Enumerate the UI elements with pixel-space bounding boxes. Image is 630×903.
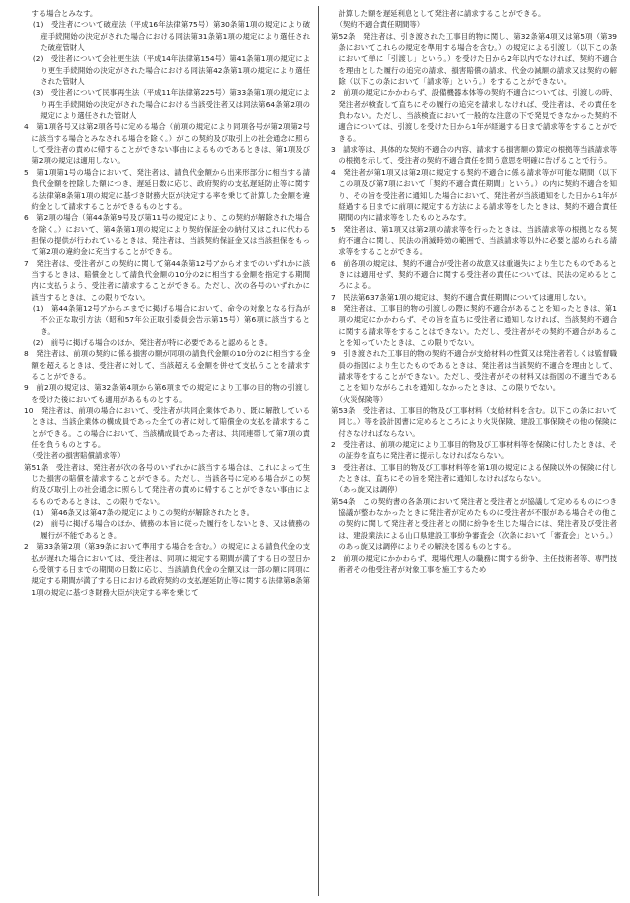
- clause-paragraph: 2 前項の規定にかかわらず、現場代理人の職務に関する紛争、主任技術者等、専門技術者その他受注者が対象工事を施工するため: [331, 553, 617, 574]
- clause-paragraph: 2 第33条第2項（第39条において準用する場合を含む。）の規定による請負代金の支払が遅れた場合においては、受注者は、同項に規定する期間が満了する日の翌日から受領する日までの期間の日数に応じ、当該請負代金の全額又は一部の額に同項に規定する期間が満了する日における政府契約の支払遅延防止等に関する法律第8条第1項の規定に基づき財務大臣が決定する率を乗じて: [24, 542, 310, 597]
- clause-paragraph: 2 受注者は、前項の規定により工事目的物及び工事材料等を保険に付したときは、その証券を直ちに発注者に提示しなければならない。: [331, 440, 617, 461]
- clause-paragraph: 7 発注者は、受注者がこの契約に関して第44条第12号アからオまでのいずれかに該当するときは、賠償金として請負代金額の10分の2に相当する金額を指定する期間内に支払うよう、受注者に請求することができる。ただし、次の各号のいずれかに該当するときは、この限りでない。: [24, 258, 310, 302]
- continuation-text: 計算した額を遅延利息として発注者に請求することができる。: [338, 9, 546, 18]
- list-item: (1) 第44条第12号アからエまでに掲げる場合において、命令の対象となる行為が不公正な取引方法（昭和57年公正取引委員会告示第15号）第6項に該当するとき。: [32, 303, 310, 336]
- clause-paragraph: 第51条 受注者は、発注者が次の各号のいずれかに該当する場合は、これによって生じた損害の賠償を請求することができる。ただし、当該各号に定める場合がこの契約及び取引上の社会通念に照らして発注者の責めに帰することができない事由によるものであるときは、この限りでない。: [24, 462, 310, 506]
- section-heading: （あっ旋又は調停）: [335, 485, 402, 495]
- clause-paragraph: 8 発注者は、前項の契約に係る損害の額が同項の請負代金額の10分の2に相当する金額を超えるときは、受注者に対して、当該超える金額を併せて支払うことを請求することができる。: [24, 349, 310, 381]
- clause-paragraph: 6 前各項の規定は、契約不適合が受注者の故意又は重過失により生じたものであるときには適用せず、契約不適合に関する受注者の責任については、民法の定めるところによる。: [331, 258, 617, 291]
- clause-paragraph: 10 発注者は、前項の場合において、受注者が共同企業体であり、既に解散しているときは、当該企業体の構成員であった全ての者に対して賠償金の支払を請求することができる。この場合において、当該構成員であった者は、共同連帯して第7項の責任を負うものとする。: [24, 406, 310, 450]
- clause-paragraph: 5 第1項第1号の場合において、発注者は、請負代金額から出来形部分に相当する請負代金額を控除した額につき、遅延日数に応じ、政府契約の支払遅延防止等に関する法律第8条第1項の規定に基づき財務大臣が決定する率を乗じて計算した金額を違約金として請求することができるものとする。: [24, 167, 310, 211]
- clause-paragraph: 4 発注者が第1項又は第2項に規定する契約不適合に係る請求等が可能な期間（以下この項及び第7項において「契約不適合責任期間」という。）の内に契約不適合を知り、その旨を受注者に通知した場合において、発注者が当該通知をした日から1年が経過する日までに前項に規定する方法による請求等をしたときは、契約不適合責任期間の内に請求等をしたものとみなす。: [331, 167, 617, 223]
- clause-paragraph: 3 受注者は、工事目的物及び工事材料等を第1項の規定による保険以外の保険に付したときは、直ちにその旨を発注者に通知しなければならない。: [331, 462, 617, 484]
- clause-paragraph: 第54条 この契約書の各条項において発注者と受注者とが協議して定めるものにつき協議が整わなかったときに発注者が定めたものに受注者が不服がある場合その他この契約に関して発注者と受注者との間に紛争を生じた場合には、発注者及び受注者は、建設業法による山口県建設工事紛争審査会（次条において「審査会」という。）のあっ旋又は調停によりその解決を図るものとする。: [331, 496, 617, 552]
- section-heading: （火災保険等）: [335, 394, 388, 404]
- clause-paragraph: 3 請求等は、具体的な契約不適合の内容、請求する損害額の算定の根拠等当該請求等の根拠を示して、受注者の契約不適合責任を問う意思を明確に告げることで行う。: [331, 145, 617, 166]
- list-item: (1) 受注者について破産法（平成16年法律第75号）第30条第1項の規定により破産手続開始の決定がされた場合における同法第31条第1項の規定により選任された破産管財人: [32, 20, 310, 53]
- list-item: (3) 受注者について民事再生法（平成11年法律第225号）第33条第1項の規定により再生手続開始の決定がされた場合における当該受注者又は同法第64条第2項の規定により選任された管財人: [32, 88, 310, 121]
- right-column: [331, 8, 617, 894]
- list-item: (1) 第46条又は第47条の規定によりこの契約が解除されたとき。: [32, 508, 255, 518]
- clause-paragraph: 6 第2項の場合（第44条第9号及び第11号の規定により、この契約が解除された場合を除く。）において、第4条第1項の規定により契約保証金の納付又はこれに代わる担保の提供が行われているときは、発注者は、当該契約保証金又は当該担保をもって第2項の違約金に充当することができる。: [24, 213, 310, 257]
- clause-paragraph: 第52条 発注者は、引き渡された工事目的物に関し、第32条第4項又は第5項（第39条においてこれらの規定を準用する場合を含む。）の規定による引渡し（以下この条において単に「引渡し」という。）を受けた日から2年以内でなければ、契約不適合を理由とした履行の追完の請求、損害賠償の請求、代金の減額の請求又は契約の解除（以下この条において「請求等」という。）をすることができない。: [331, 31, 617, 87]
- clause-paragraph: 第53条 受注者は、工事目的物及び工事材料（支給材料を含む。以下この条において同じ。）等を設計図書に定めるところにより火災保険、建設工事保険その他の保険に付さなければならない。: [331, 406, 617, 438]
- clause-paragraph: 5 発注者は、第1項又は第2項の請求等を行ったときは、当該請求等の根拠となる契約不適合に関し、民法の消滅時効の範囲で、当該請求等以外に必要と認められる請求等をすることができる。: [331, 224, 617, 257]
- clause-paragraph: 7 民法第637条第1項の規定は、契約不適合責任期間については適用しない。: [331, 292, 591, 302]
- column-divider: [318, 6, 319, 896]
- section-heading: （契約不適合責任期間等）: [335, 20, 425, 30]
- left-column: [24, 8, 310, 894]
- section-heading: （受注者の損害賠償請求等）: [28, 451, 125, 461]
- list-item: (2) 前号に掲げる場合のほか、発注者が特に必要であると認めるとき。: [32, 337, 273, 347]
- continuation-text: する場合とみなす。: [31, 9, 98, 18]
- clause-paragraph: 9 前2項の規定は、第32条第4項から第6項までの規定により工事の目的物の引渡しを受けた後においても適用があるものとする。: [24, 383, 310, 404]
- clause-paragraph: 9 引き渡された工事目的物の契約不適合が支給材料の性質又は発注者若しくは監督職員の指図により生じたものであるときは、発注者は当該契約不適合を理由として、請求等をすることができない。ただし、受注者がその材料又は指図の不適当であることを知りながらこれを通知しなかったときは、この限りでない。: [331, 349, 617, 393]
- clause-paragraph: 4 第1項各号又は第2項各号に定める場合（前項の規定により同項各号が第2項第2号に該当する場合とみなされる場合を除く。）がこの契約及び取引上の社会通念に照らして受注者の責めに帰することができない事由によるものであるときは、第1項及び第2項の規定は適用しない。: [24, 122, 310, 166]
- clause-paragraph: 2 前項の規定にかかわらず、設備機器本体等の契約不適合については、引渡しの時、発注者が検査して直ちにその履行の追完を請求しなければ、受注者は、その責任を負わない。ただし、当該検査において一般的な注意の下で発見できなかった契約不適合については、引渡しを受けた日から1年が経過する日まで請求等をすることができる。: [331, 88, 617, 143]
- clause-paragraph: 8 発注者は、工事目的物の引渡しの際に契約不適合があることを知ったときは、第1項の規定にかかわらず、その旨を直ちに受注者に通知しなければ、当該契約不適合に関する請求等をすることはできない。ただし、受注者がその契約不適合があることを知っていたときは、この限りでない。: [331, 303, 617, 347]
- list-item: (2) 受注者について会社更生法（平成14年法律第154号）第41条第1項の規定により更生手続開始の決定がされた場合における同法第42条第1項の規定により選任された管財人: [32, 54, 310, 87]
- list-item: (2) 前号に掲げる場合のほか、債務の本旨に従った履行をしないとき、又は債務の履行が不能であるとき。: [32, 519, 310, 540]
